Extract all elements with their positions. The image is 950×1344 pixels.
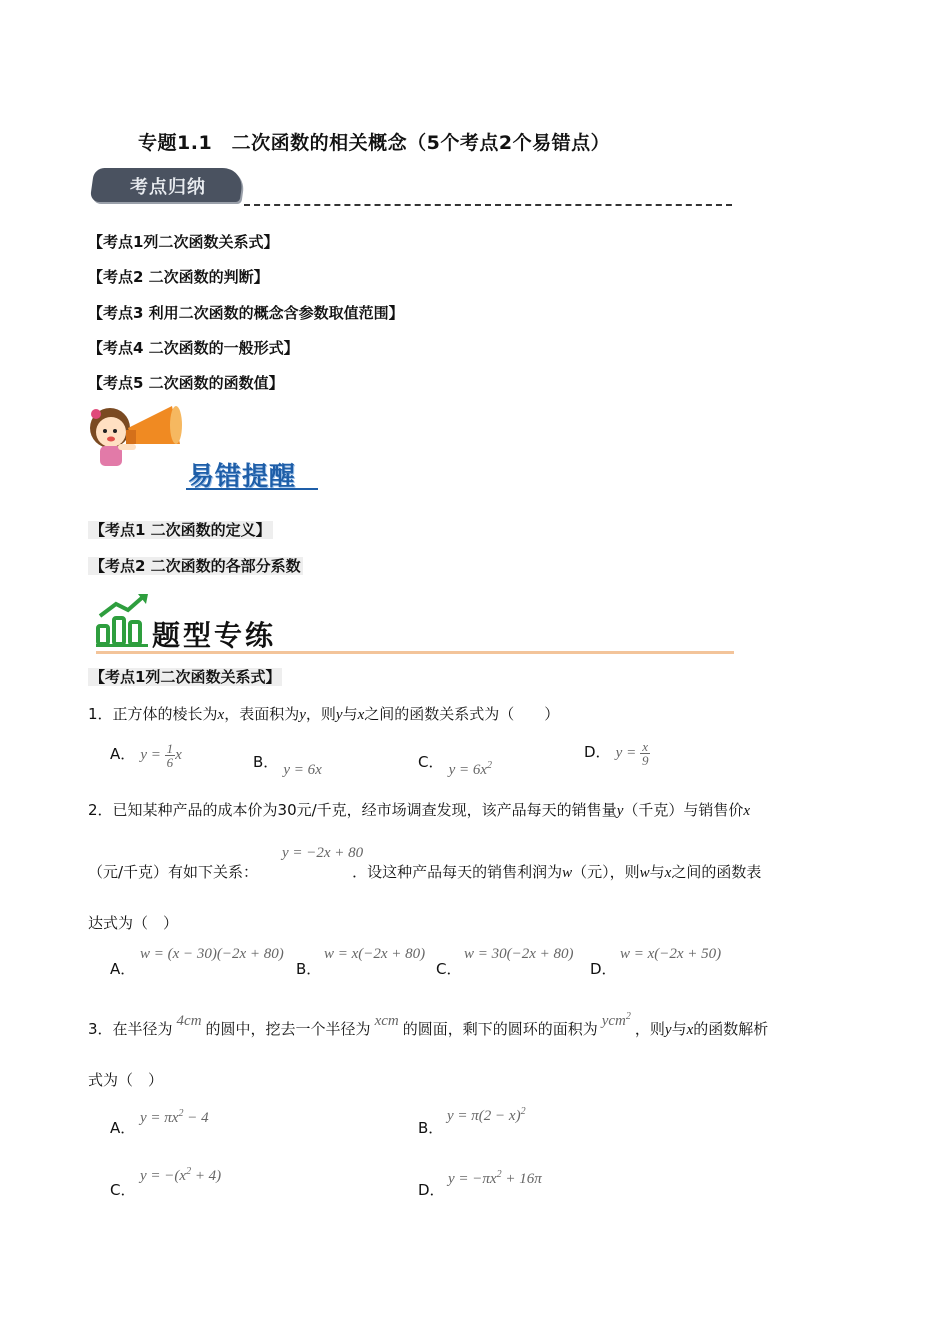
q3-option-c[interactable] — [110, 1179, 135, 1200]
q1-d-pre: y = — [615, 744, 640, 761]
q1-a-pre: y = — [140, 746, 165, 763]
q2-line1-text-b: （千克）与销售价 — [623, 801, 744, 819]
q1-var-y: y — [299, 707, 306, 723]
q3-area-base: ycm — [601, 1013, 626, 1029]
q1-a-fraction — [165, 742, 176, 769]
q1-c-base: y = 6x — [448, 762, 488, 778]
q3-option-a-label: A． — [110, 1119, 136, 1137]
q3-a-base: y = πx — [140, 1110, 179, 1126]
mistake-item-1 — [88, 519, 273, 540]
q2-option-d-label: D． — [590, 960, 617, 978]
question-1-stem — [88, 703, 559, 724]
q3-radius-inner: xcm — [374, 1013, 399, 1029]
q3-b-base: y = π(2 − x) — [447, 1108, 521, 1124]
q1-option-a[interactable] — [110, 742, 182, 769]
q1-var-y2: y — [335, 707, 343, 723]
q3-text-c: 的圆面，剩下的圆环的面积为 — [402, 1020, 598, 1038]
q2-option-a[interactable] — [110, 958, 135, 979]
q1-a-num: 1 — [166, 741, 174, 756]
q3-area — [602, 1013, 631, 1029]
q3-option-d[interactable] — [418, 1179, 445, 1200]
q2-option-c[interactable] — [436, 958, 461, 979]
q3-d-post: + 16π — [501, 1171, 542, 1187]
q3-c-pre: y = −(x — [140, 1168, 187, 1184]
summary-banner-label: 考点归纳 — [130, 177, 206, 198]
mistake-item-1-text: 【考点1 二次函数的定义】 — [90, 521, 271, 539]
mistakes-underline — [186, 488, 318, 490]
q1-text-g: 之间的函数关系式为（ ） — [364, 705, 560, 723]
q3-a-post: − 4 — [183, 1110, 209, 1126]
q2-line2-text-d: 与 — [649, 863, 665, 881]
q3-a-sup: 2 — [178, 1108, 184, 1119]
q2-line2-text-e: 之间的函数表 — [671, 863, 762, 881]
q3-text-a: 3．在半径为 — [88, 1020, 173, 1038]
bar-chart-growth-icon — [94, 592, 152, 648]
q1-c-sup: 2 — [487, 760, 493, 771]
q3-option-b-formula — [447, 1106, 526, 1125]
q3-option-b[interactable] — [418, 1117, 443, 1138]
summary-item-2: 【考点2 二次函数的判断】 — [88, 268, 269, 286]
q1-option-a-label: A． — [110, 744, 136, 763]
q2-option-b[interactable] — [296, 958, 321, 979]
q3-option-d-label: D． — [418, 1181, 445, 1199]
q1-option-d-formula — [615, 739, 651, 768]
q1-option-d[interactable] — [584, 740, 650, 767]
q2-line1-text: 2．已知某种产品的成本价为30元/千克，经市场调查发现，该产品每天的销售量 — [88, 801, 617, 819]
q2-var-x2: x — [664, 865, 672, 881]
q1-a-den: 6 — [166, 755, 174, 770]
q1-option-b-label: B． — [253, 753, 279, 771]
q3-area-sup: 2 — [625, 1011, 631, 1022]
q2-relation-formula: y = −2x + 80 — [282, 845, 364, 861]
q3-c-post: + 4) — [191, 1168, 222, 1184]
q3-var-y: y — [664, 1022, 672, 1038]
q1-option-a-formula — [140, 741, 182, 770]
q3-var-x: x — [686, 1022, 694, 1038]
q2-option-c-label: C． — [436, 960, 462, 978]
q1-text-c: ，则 — [305, 705, 336, 723]
mistake-item-2 — [88, 555, 303, 576]
q3-text-d: ，则 — [634, 1020, 665, 1038]
q2-var-w2: w — [639, 865, 650, 881]
q2-option-b-label: B． — [296, 960, 322, 978]
q3-option-a[interactable] — [110, 1117, 135, 1138]
mistakes-banner-label: 易错提醒 — [188, 462, 297, 492]
summary-item-5: 【考点5 二次函数的函数值】 — [88, 374, 284, 392]
question-3-line-2: 式为（ ） — [88, 1071, 164, 1089]
q3-option-c-label: C． — [110, 1181, 136, 1199]
q1-option-c-label: C． — [418, 753, 444, 771]
summary-banner — [92, 166, 232, 206]
summary-item-4: 【考点4 二次函数的一般形式】 — [88, 339, 299, 357]
summary-item-3: 【考点3 利用二次函数的概念含参数取值范围】 — [88, 304, 404, 322]
q1-option-d-label: D． — [584, 742, 611, 761]
mascot-megaphone-icon — [84, 398, 188, 474]
q2-line2-text-a: （元/千克）有如下关系： — [88, 863, 259, 881]
q2-option-b-formula: w = x(−2x + 80) — [324, 946, 426, 962]
q3-d-sup: 2 — [496, 1169, 502, 1180]
q2-var-w: w — [562, 865, 573, 881]
dashed-divider — [244, 204, 732, 206]
q3-text-e: 与 — [671, 1020, 687, 1038]
q1-option-c[interactable] — [418, 751, 493, 778]
q1-option-b-formula: y = 6x — [283, 762, 322, 778]
q1-var-x: x — [217, 707, 225, 723]
q3-b-sup: 2 — [520, 1106, 526, 1117]
q3-text-b: 的圆中，挖去一个半径为 — [205, 1020, 371, 1038]
q2-option-a-label: A． — [110, 960, 136, 978]
q2-line2-text-c: （元），则 — [572, 863, 640, 881]
question-2-line-2 — [88, 861, 761, 882]
practice-title: 题型专练 — [152, 619, 277, 652]
q1-text-a: 1．正方体的棱长为 — [88, 705, 218, 723]
q2-var-y: y — [616, 803, 624, 819]
q2-option-d-formula: w = x(−2x + 50) — [620, 946, 722, 962]
question-2-line-3: 达式为（ ） — [88, 914, 179, 932]
q3-c-sup: 2 — [186, 1166, 192, 1177]
q1-option-b[interactable] — [253, 751, 322, 778]
summary-item-1: 【考点1列二次函数关系式】 — [88, 233, 279, 251]
q2-option-a-formula: w = (x − 30)(−2x + 80) — [140, 946, 284, 962]
q1-text-b: ，表面积为 — [224, 705, 300, 723]
q1-text-e: 与 — [342, 705, 358, 723]
q3-radius-outer: 4cm — [176, 1013, 202, 1029]
q1-d-den: 9 — [641, 753, 649, 768]
q3-option-c-formula — [140, 1166, 221, 1185]
q1-option-c-formula — [449, 762, 492, 778]
q1-d-fraction — [640, 740, 651, 767]
practice-section-text: 【考点1列二次函数关系式】 — [90, 668, 281, 686]
q3-option-b-label: B． — [418, 1119, 444, 1137]
q2-option-d[interactable] — [590, 958, 617, 979]
q2-line2-text-b: ．设这种产品每天的销售利润为 — [352, 863, 563, 881]
q1-a-post: x — [175, 746, 182, 763]
q3-d-base: y = −πx — [448, 1171, 497, 1187]
question-3-line-1 — [88, 1011, 769, 1039]
page-title: 专题1.1 二次函数的相关概念（5个考点2个易错点） — [138, 132, 611, 154]
practice-section-heading — [88, 666, 282, 687]
q1-d-num: x — [640, 740, 651, 754]
question-2-line-1 — [88, 799, 750, 820]
q1-var-x2: x — [357, 707, 365, 723]
q3-text-f: 的函数解析 — [693, 1020, 769, 1038]
q2-var-x: x — [743, 803, 751, 819]
practice-divider — [96, 651, 734, 654]
q2-option-c-formula: w = 30(−2x + 80) — [464, 946, 574, 962]
q3-option-a-formula — [140, 1108, 209, 1127]
mistake-item-2-text: 【考点2 二次函数的各部分系数 — [90, 557, 301, 575]
q3-option-d-formula — [448, 1169, 542, 1188]
